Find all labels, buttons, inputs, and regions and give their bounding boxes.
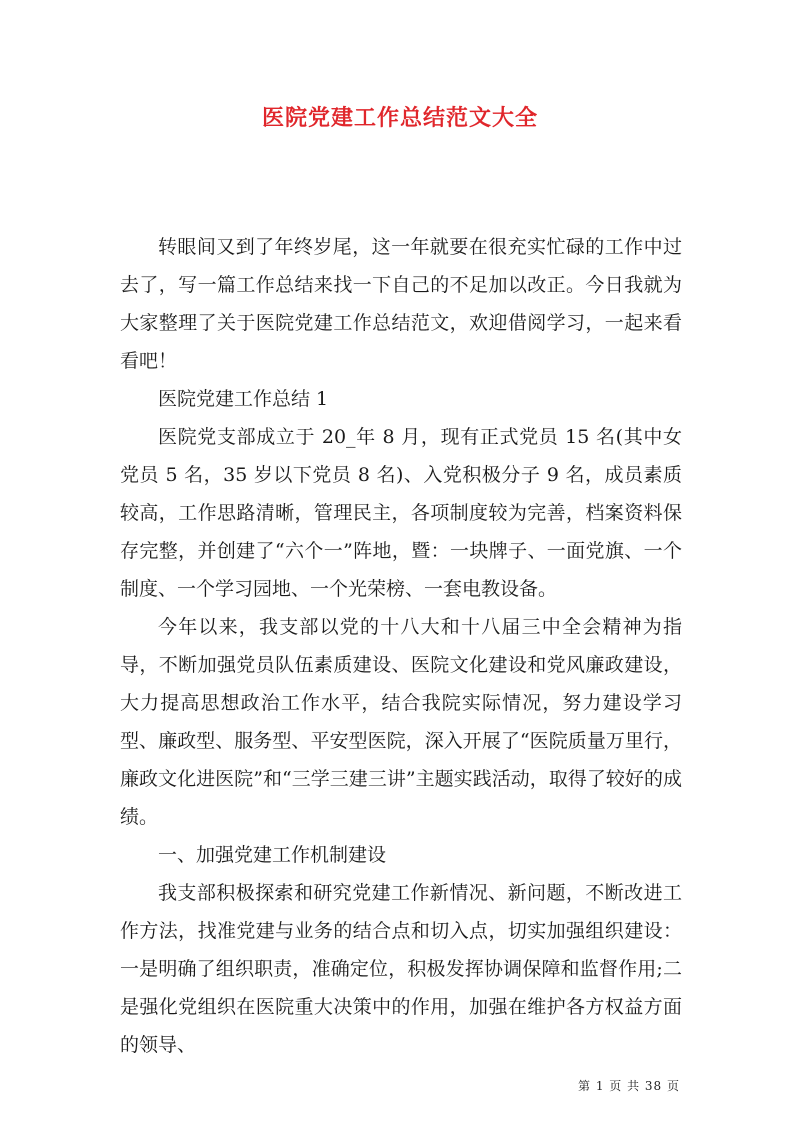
document-title: 医院党建工作总结范文大全 bbox=[261, 105, 538, 131]
paragraph-mechanism: 我支部积极探索和研究党建工作新情况、新问题，不断改进工作方法，找准党建与业务的结合点和切入点，切实加强组织建设：一是明确了组织职责，准确定位，积极发挥协调保障和监督作用;二是强化党组织在医院重大决策中的作用，加强在维护各方权益方面的领导、 bbox=[120, 882, 682, 1056]
paragraph-branch-overview: 医院党支部成立于 20_年 8 月，现有正式党员 15 名(其中女党员 5 名，35 岁以下党员 8 名)、入党积极分子 9 名，成员素质较高，工作思路清晰，管理民主，各项制度较为完善，档案资料保存完整，并创建了“六个一”阵地，暨：一块牌子、一面党旗、一个制度、一个学习园地、一个光荣榜、一套电教设备。 bbox=[120, 426, 682, 600]
paragraph-intro: 转眼间又到了年终岁尾，这一年就要在很充实忙碌的工作中过去了，写一篇工作总结来找一下自己的不足加以改正。今日我就为大家整理了关于医院党建工作总结范文，欢迎借阅学习，一起来看看吧！ bbox=[120, 236, 682, 372]
document-body bbox=[120, 228, 682, 1064]
section-heading-summary-1: 医院党建工作总结 1 bbox=[158, 388, 329, 410]
page-number: 第 1 页 共 38 页 bbox=[578, 1079, 680, 1093]
section-heading-mechanism: 一、加强党建工作机制建设 bbox=[158, 844, 387, 866]
paragraph-this-year: 今年以来，我支部以党的十八大和十八届三中全会精神为指导，不断加强党员队伍素质建设、医院文化建设和党风廉政建设，大力提高思想政治工作水平，结合我院实际情况，努力建设学习型、廉政型、服务型、平安型医院，深入开展了“医院质量万里行，廉政文化进医院”和“三学三建三讲”主题实践活动，取得了较好的成绩。 bbox=[120, 616, 682, 828]
